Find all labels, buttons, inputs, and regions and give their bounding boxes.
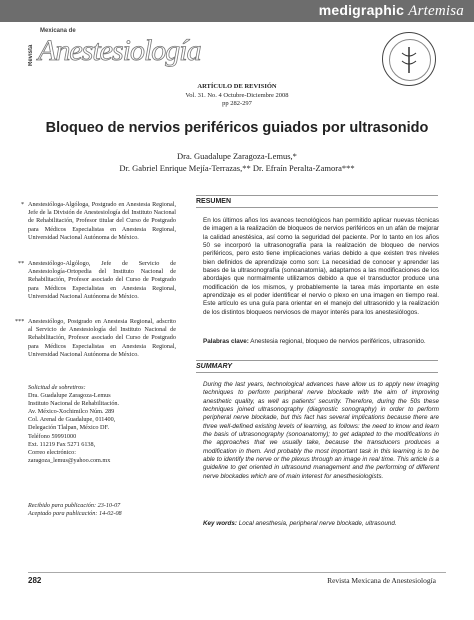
medigraphic-logo[interactable] xyxy=(319,2,464,20)
footnote-1: * Anestesióloga-Algóloga, Postgrado en Anestesia Regional, Jefe de la División de Anestesiología del Instituto Nacional de Rehabilitación, Profesor titular del Curso de Postgrado para Médicos Especialistas en Anestesia Regional, Universidad Nacional Autónoma de México. xyxy=(21,201,176,241)
journal-vertical-text: Revista xyxy=(28,44,34,66)
authors-line-2: Dr. Gabriel Enrique Mejía-Terrazas,** Dr. Efraín Peralta-Zamora*** xyxy=(119,163,355,173)
corr-line: Correo electrónico: xyxy=(28,448,76,456)
summary-text: During the last years, technological advances have allow us to apply new imaging techniques to perform peripheral nerve blockade with the aim of improving anesthetic quality, as well as patients' security. Therefore, during the 50s these techniques joined ultrasonography (diagnostic sonography) in order to perform peripheral nerve blockade, but this fact has several implications because there are three well-defined existing levels of learning, as follows: the need to know and learn the basis of ultrasonography (sonoanatomy); to get adapted to the modifications in the approaches that we usually take, because the transducers produces a modification in them. And probably the most important task in this learning is to be able to identify the nerve or the plexus through an image in real time. This article is a guideline to get oriented in ultrasound management and the performing of different nerve blockades which are of main interest for anesthesiologists. xyxy=(203,381,439,480)
society-seal-icon xyxy=(382,32,436,86)
resumen-heading: RESUMEN xyxy=(196,195,438,208)
corr-line: Delegación Tlalpan, México DF. xyxy=(28,424,110,432)
accepted-date: Aceptado para publicación: 14-02-08 xyxy=(28,510,122,518)
corr-line: Av. México-Xochimilco Núm. 289 xyxy=(28,408,115,416)
corr-line: Ext. 11219 Fax 5271 6138, xyxy=(28,440,96,448)
received-date: Recibido para publicación: 23-10-07 xyxy=(28,502,121,509)
article-volume: Vol. 31. No. 4 Octubre-Diciembre 2008 xyxy=(185,92,289,99)
summary-heading: SUMMARY xyxy=(196,360,438,373)
article-type: ARTÍCULO DE REVISIÓN xyxy=(197,83,277,90)
footnote-3: *** Anestesiólogo, Postgrado en Anestesia Regional, adscrito al Servicio de Anestesiología del Instituto Nacional de Rehabilitación, Profesor asociado del Curso de Postgrado para Médicos Especialistas en Anestesia Regional, Universidad Nacional Autónoma de México. xyxy=(15,318,176,358)
email-link[interactable]: zaragoza_lemus@yahoo.com.mx xyxy=(28,456,111,464)
top-banner xyxy=(0,0,474,22)
corr-line: Col. Arenal de Guadalupe, 011400, xyxy=(28,416,116,424)
journal-title: Anestesiología xyxy=(38,34,201,67)
journal-small-text: Mexicana de xyxy=(40,28,76,34)
brand-sub: Artemisa xyxy=(408,3,464,19)
summary-keywords-label: Key words: xyxy=(203,520,237,527)
corr-line: Dra. Guadalupe Zaragoza-Lemus xyxy=(28,392,111,400)
article-title: Bloqueo de nervios periféricos guiados por ultrasonido xyxy=(45,120,429,136)
corr-line: Instituto Nacional de Rehabilitación. xyxy=(28,400,120,408)
seal-emblem-icon xyxy=(383,33,435,85)
page-number: 282 xyxy=(28,576,42,585)
summary-keywords xyxy=(203,520,439,528)
footer-journal-name: Revista Mexicana de Anestesiología xyxy=(327,576,436,585)
footer-divider xyxy=(28,572,446,573)
resumen-keywords-label: Palabras clave: xyxy=(203,338,249,345)
footnote-2: ** Anestesiólogo-Algólogo, Jefe de Servicio de Anestesiología-Ortopedia del Instituto Nacional de Rehabilitación, Profesor asociado del Curso de Postgrado para Médicos Especialistas en Anestesia Regional, Universidad Nacional Autónoma de México. xyxy=(18,260,176,300)
resumen-text: En los últimos años los avances tecnológicos han permitido aplicar nuevas técnicas de imagen a la realización de bloqueos de nervios periféricos en un afán de mejorar la calidad anestésica, así como la seguridad del paciente. Por lo tanto en los años 50 se incorporó la ultrasonografía para la realización de bloqueo de nervios periféricos, pero esto tiene implicaciones varias debido a que existen tres niveles bien definidos de aprendizaje como son: La necesidad de conocer y aprender las bases de la ultrasonografía (sonoanatomía), adaptarnos a las modificaciones de los abordajes que normalmente utilizamos debido a que el transductor produce una modificación de los mismos, y probablemente la tarea más importante en este aprendizaje es el poder identificar el nervio o plexo en una imagen en tiempo real. Este artículo es una guía para orientar en el manejo del ultrasonido y la realización de los distintos bloqueos nerviosos de mayor interés para los anestesiólogos. xyxy=(203,217,439,316)
article-pages: pp 282-297 xyxy=(222,100,252,107)
journal-logo xyxy=(28,26,228,66)
resumen-keywords xyxy=(203,338,439,346)
corr-line: Teléfono 59991000 xyxy=(28,432,77,440)
publication-dates xyxy=(28,502,178,518)
brand-main: medigraphic xyxy=(318,2,405,18)
authors-line-1: Dra. Guadalupe Zaragoza-Lemus,* xyxy=(177,151,297,161)
resumen-keywords-value: Anestesia regional, bloqueo de nervios periféricos, ultrasonido. xyxy=(250,338,426,345)
correspondence-label: Solicitud de sobretiros: xyxy=(28,384,86,391)
correspondence-block xyxy=(28,384,178,465)
summary-keywords-value: Local anesthesia, peripheral nerve blockade, ultrasound. xyxy=(238,520,397,527)
